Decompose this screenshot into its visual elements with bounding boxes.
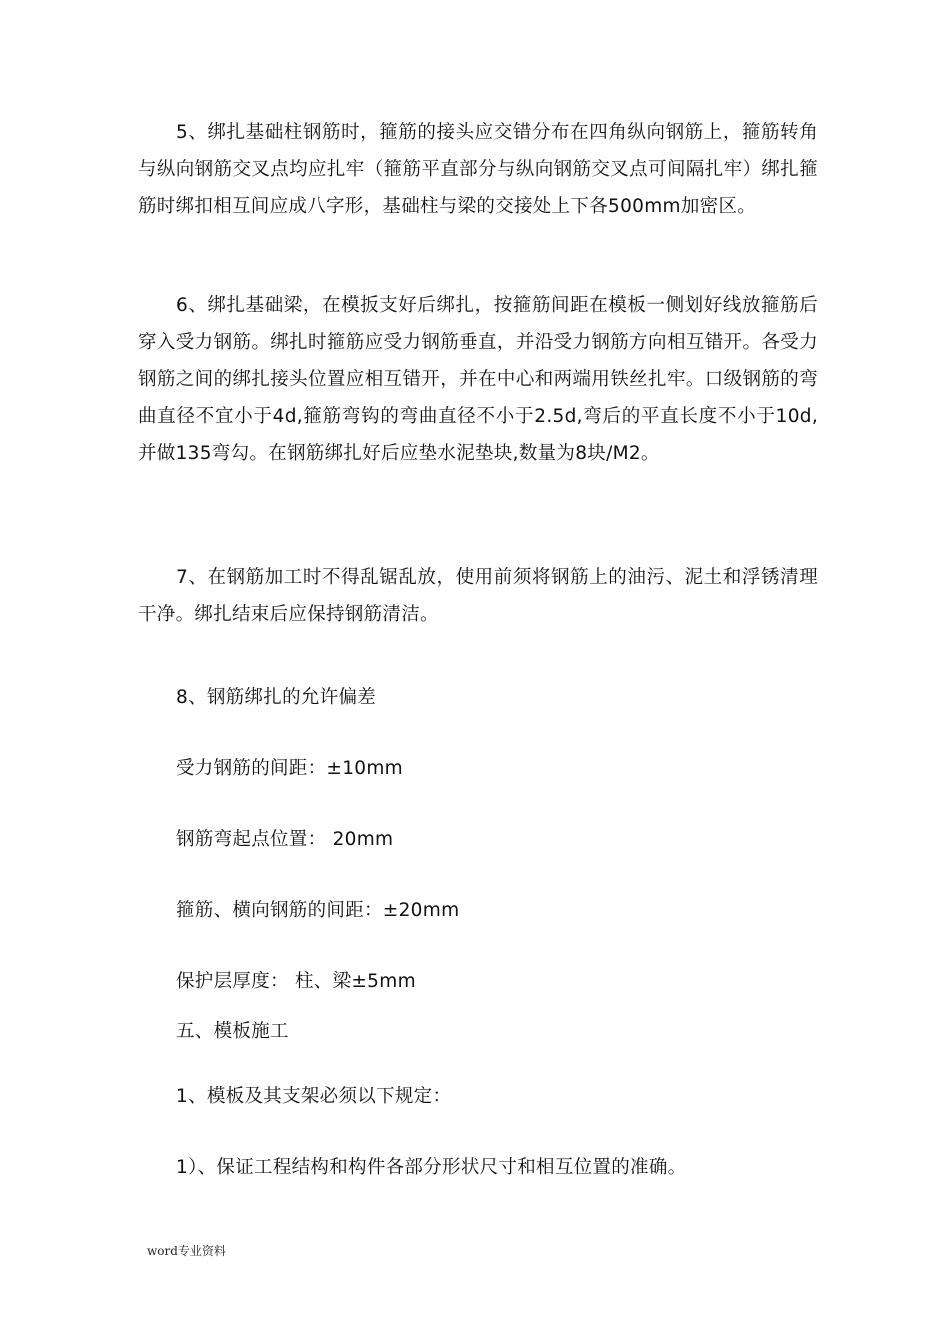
paragraph-5: 5、绑扎基础柱钢筋时，箍筋的接头应交错分布在四角纵向钢筋上，箍筋转角与纵向钢筋交叉点均应扎牢（箍筋平直部分与纵向钢筋交叉点可间隔扎牢）绑扎箍筋时绑扣相互间应成八字形，基础柱与梁的交接处上下各500mm加密区。 xyxy=(138,122,818,217)
page-footer: word专业资料 xyxy=(147,1244,226,1258)
heading-tolerance: 8、钢筋绑扎的允许偏差 xyxy=(176,687,377,708)
paragraph-6: 6、绑扎基础梁，在模扳支好后绑扎，按箍筋间距在模板一侧划好线放箍筋后穿入受力钢筋。绑扎时箍筋应受力钢筋垂直，并沿受力钢筋方向相互错开。各受力钢筋之间的绑扎接头位置应相互错开，并在中心和两端用铁丝扎牢。口级钢筋的弯曲直径不宜小于4d,箍筋弯钩的弯曲直径不小于2.5d,弯后的平直长度不小于10d,并做135弯勾。在钢筋绑扎好后应垫水泥垫块,数量为8块/M2。 xyxy=(138,295,818,464)
tolerance-stirrup: 箍筋、横向钢筋的间距：±20mm xyxy=(176,900,460,921)
paragraph-7: 7、在钢筋加工时不得乱锯乱放，使用前须将钢筋上的油污、泥土和浮锈清理干净。绑扎结束后应保持钢筋清洁。 xyxy=(138,567,818,625)
tolerance-cover: 保护层厚度： 柱、梁±5mm xyxy=(176,971,416,992)
formwork-item-1: 1、模板及其支架必须以下规定： xyxy=(176,1086,452,1107)
tolerance-spacing: 受力钢筋的间距：±10mm xyxy=(176,758,403,779)
section-heading-formwork: 五、模板施工 xyxy=(176,1021,289,1042)
formwork-item-1-1: 1）、保证工程结构和构件各部分形状尺寸和相互位置的准确。 xyxy=(176,1157,687,1178)
tolerance-bend-point: 钢筋弯起点位置： 20mm xyxy=(176,829,394,850)
